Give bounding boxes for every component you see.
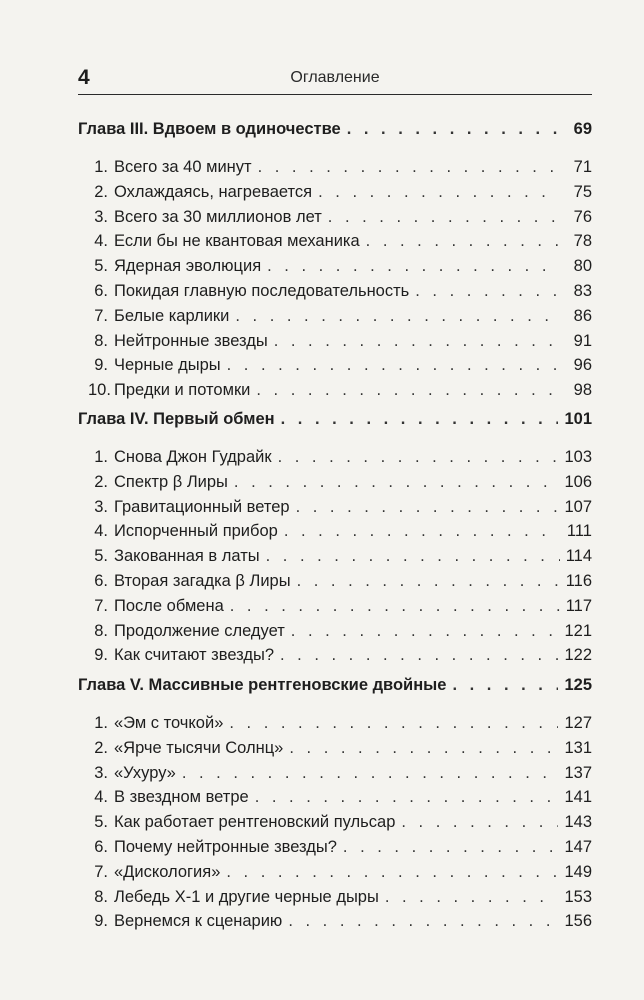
toc-section-number: 4. xyxy=(94,788,108,807)
dot-leader xyxy=(235,307,560,326)
dot-leader xyxy=(385,888,559,907)
toc-chapter-page: 69 xyxy=(573,120,592,138)
toc-section-page: 149 xyxy=(564,862,592,881)
toc-section-page: 71 xyxy=(573,158,592,176)
toc-section-page: 91 xyxy=(573,331,592,350)
toc-section-page: 127 xyxy=(564,714,592,732)
toc-section-row xyxy=(78,307,592,331)
dot-leader xyxy=(274,332,560,351)
toc-section-row xyxy=(78,282,592,306)
toc-section-title: Как считают звезды? xyxy=(114,646,274,665)
toc-section-number: 6. xyxy=(94,282,108,300)
dot-leader xyxy=(182,764,559,783)
toc-section-page: 121 xyxy=(564,621,592,640)
toc-section-title: Лебедь X-1 и другие черные дыры xyxy=(114,887,379,906)
toc-section-title: Всего за 30 миллионов лет xyxy=(114,207,322,226)
toc-section-title: «Дискология» xyxy=(114,862,221,881)
dot-leader xyxy=(343,838,559,857)
toc-section-page: 147 xyxy=(564,838,592,856)
toc-section-title: Ядерная эволюция xyxy=(114,257,262,276)
toc-section-page: 76 xyxy=(573,207,592,226)
toc-section-number: 7. xyxy=(94,862,108,881)
dot-leader xyxy=(452,676,558,695)
page-number: 4 xyxy=(78,66,90,89)
toc-section-page: 106 xyxy=(564,472,592,491)
toc-section-number: 1. xyxy=(94,714,108,732)
toc-chapter-row xyxy=(78,410,592,434)
toc-section-page: 122 xyxy=(564,646,592,665)
toc-section-row xyxy=(78,232,592,256)
toc-section-number: 2. xyxy=(94,472,108,491)
toc-section-page: 131 xyxy=(564,738,592,757)
toc-section-number: 1. xyxy=(94,448,108,466)
toc-section-number: 4. xyxy=(94,232,108,251)
dot-leader xyxy=(278,448,559,467)
toc-section-row xyxy=(78,522,592,546)
toc-section-page: 103 xyxy=(564,448,592,466)
toc-section-number: 8. xyxy=(94,621,108,640)
toc-chapter-title: Глава IV. Первый обмен xyxy=(78,410,275,428)
dot-leader xyxy=(347,120,560,139)
toc-section-title: Как работает рентгеновский пульсар xyxy=(114,813,396,832)
toc-section-row xyxy=(78,597,592,621)
toc-section-number: 9. xyxy=(94,646,108,665)
dot-leader xyxy=(415,282,560,301)
toc-section-title: Гравитационный ветер xyxy=(114,497,290,516)
toc-section-number: 10. xyxy=(88,381,111,400)
running-title: Оглавление xyxy=(290,69,380,86)
dot-leader xyxy=(289,739,558,758)
toc-section-number: 5. xyxy=(94,547,108,566)
toc-section-row xyxy=(78,381,592,405)
toc-section-row xyxy=(78,332,592,356)
toc-section-row xyxy=(78,208,592,232)
toc-section-page: 156 xyxy=(564,912,592,931)
dot-leader xyxy=(255,788,559,807)
toc-section-title: Продолжение следует xyxy=(114,621,285,640)
toc-section-number: 3. xyxy=(94,497,108,516)
toc-section-number: 6. xyxy=(94,572,108,590)
toc-section-number: 4. xyxy=(94,522,108,541)
dot-leader xyxy=(230,597,560,616)
toc-section-row xyxy=(78,764,592,788)
toc-section-title: Если бы не квантовая механика xyxy=(114,232,360,251)
toc-section-page: 107 xyxy=(564,497,592,516)
dot-leader xyxy=(281,410,559,429)
toc-section-page: 117 xyxy=(565,596,592,615)
toc-section-number: 8. xyxy=(94,331,108,350)
toc-section-row xyxy=(78,356,592,380)
toc-section-title: В звездном ветре xyxy=(114,788,249,807)
dot-leader xyxy=(328,208,560,227)
toc-section-number: 7. xyxy=(94,306,108,325)
dot-leader xyxy=(267,257,560,276)
dot-leader xyxy=(258,158,560,177)
toc-section-number: 5. xyxy=(94,813,108,832)
toc-section-number: 3. xyxy=(94,207,108,226)
toc-section-title: Белые карлики xyxy=(114,306,230,325)
toc-section-title: Охлаждаясь, нагревается xyxy=(114,182,313,201)
toc-section-number: 3. xyxy=(94,763,108,782)
toc-section-row xyxy=(78,572,592,596)
toc-section-number: 9. xyxy=(94,356,108,375)
toc-section-row xyxy=(78,622,592,646)
page-header xyxy=(78,64,592,95)
toc-section-number: 2. xyxy=(94,182,108,201)
toc-section-title: Предки и потомки xyxy=(114,381,251,400)
toc-section-page: 83 xyxy=(573,282,592,300)
toc-section-title: «Ухуру» xyxy=(114,763,176,782)
toc-section-title: Вернемся к сценарию xyxy=(114,912,283,931)
toc-section-number: 6. xyxy=(94,838,108,856)
toc-section-title: Снова Джон Гудрайк xyxy=(114,448,272,466)
toc-section-page: 78 xyxy=(573,232,592,251)
toc-section-title: Спектр β Лиры xyxy=(114,472,228,491)
dot-leader xyxy=(280,646,558,665)
toc-chapter-row xyxy=(78,676,592,700)
toc-section-page: 143 xyxy=(564,813,592,832)
toc-section-row xyxy=(78,646,592,670)
toc-section-title: Черные дыры xyxy=(114,356,221,375)
toc-section-page: 114 xyxy=(565,547,592,566)
toc-section-number: 9. xyxy=(94,912,108,931)
dot-leader xyxy=(297,572,560,591)
dot-leader xyxy=(266,547,560,566)
toc-section-title: Всего за 40 минут xyxy=(114,158,252,176)
toc-section-number: 7. xyxy=(94,596,108,615)
toc-section-title: Испорченный прибор xyxy=(114,522,278,541)
toc-section-title: Покидая главную последовательность xyxy=(114,282,410,300)
toc-section-row xyxy=(78,863,592,887)
toc-section-row xyxy=(78,888,592,912)
toc-section-number: 5. xyxy=(94,257,108,276)
toc-section-page: 86 xyxy=(573,306,592,325)
dot-leader xyxy=(288,912,558,931)
toc-section-page: 141 xyxy=(564,788,592,807)
dot-leader xyxy=(318,183,560,202)
toc-section-number: 8. xyxy=(94,887,108,906)
toc-section-page: 75 xyxy=(573,182,592,201)
toc-section-row xyxy=(78,788,592,812)
toc-section-row xyxy=(78,473,592,497)
dot-leader xyxy=(226,863,558,882)
toc-section-page: 80 xyxy=(573,257,592,276)
toc-section-row xyxy=(78,257,592,281)
toc-section-page: 111 xyxy=(566,522,592,541)
toc-section-page: 96 xyxy=(573,356,592,375)
dot-leader xyxy=(366,232,560,251)
toc-section-title: Почему нейтронные звезды? xyxy=(114,838,337,856)
dot-leader xyxy=(296,498,559,517)
toc-section-row xyxy=(78,183,592,207)
dot-leader xyxy=(284,522,560,541)
toc-section-row xyxy=(78,838,592,862)
toc-section-number: 1. xyxy=(94,158,108,176)
toc-section-row xyxy=(78,498,592,522)
toc-section-page: 153 xyxy=(564,887,592,906)
toc-section-title: «Ярче тысячи Солнц» xyxy=(114,738,284,757)
toc-section-page: 116 xyxy=(565,572,592,590)
toc-section-row xyxy=(78,547,592,571)
toc-chapter-page: 101 xyxy=(564,410,592,428)
dot-leader xyxy=(229,714,558,733)
toc-chapter-row xyxy=(78,120,592,144)
dot-leader xyxy=(401,813,558,832)
dot-leader xyxy=(227,356,560,375)
dot-leader xyxy=(256,381,560,400)
toc-section-title: «Эм с точкой» xyxy=(114,714,224,732)
toc-chapter-title: Глава III. Вдвоем в одиночестве xyxy=(78,120,341,138)
toc-section-title: Закованная в латы xyxy=(114,547,260,566)
toc-chapter-page: 125 xyxy=(564,676,592,694)
toc-section-page: 98 xyxy=(573,381,592,400)
toc-section-title: После обмена xyxy=(114,596,224,615)
dot-leader xyxy=(234,473,559,492)
toc-section-row xyxy=(78,158,592,182)
toc-section-row xyxy=(78,912,592,936)
toc-section-row xyxy=(78,714,592,738)
toc-section-title: Нейтронные звезды xyxy=(114,331,268,350)
toc-section-row xyxy=(78,739,592,763)
toc-section-number: 2. xyxy=(94,738,108,757)
toc-section-row xyxy=(78,813,592,837)
dot-leader xyxy=(291,622,559,641)
toc-section-page: 137 xyxy=(564,763,592,782)
toc-section-title: Вторая загадка β Лиры xyxy=(114,572,291,590)
toc-section-row xyxy=(78,448,592,472)
toc-chapter-title: Глава V. Массивные рентгеновские двойные xyxy=(78,676,447,694)
